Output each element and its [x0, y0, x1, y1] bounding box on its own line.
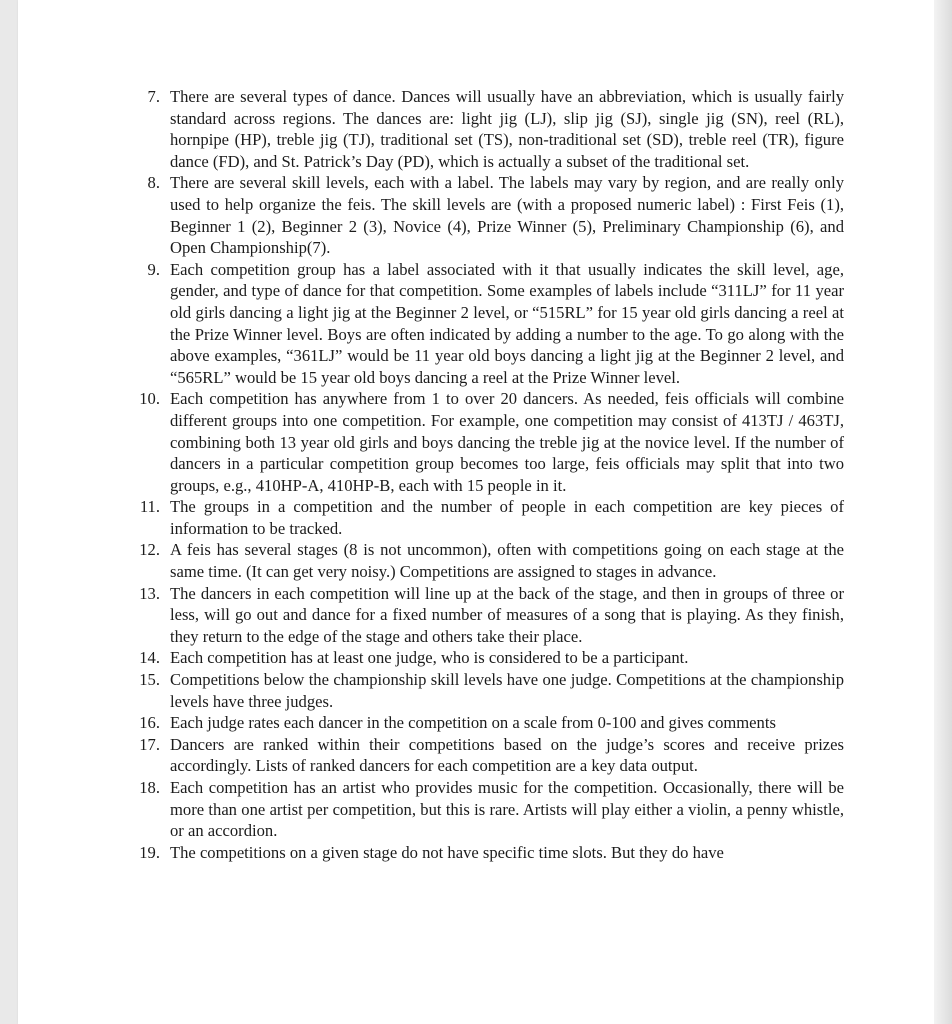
item-text: The competitions on a given stage do not have specific time slots. But they do have: [170, 842, 724, 862]
item-text: Each competition has at least one judge, who is considered to be a participant.: [170, 648, 689, 668]
list-item: [128, 712, 844, 734]
item-number: 15.: [139, 670, 160, 690]
list-item: [128, 777, 844, 842]
item-number: 11.: [139, 497, 160, 517]
item-number: 10.: [139, 389, 160, 409]
item-text: There are several types of dance. Dances will usually have an abbreviation, which is usually fairly standard across regions. The dances are: light jig (LJ), slip jig (SJ), single jig (SN), reel (RL), hornpipe (HP), treble jig (TJ), traditional set (TS), non-traditional set (SD), treble reel (TR), figure dance (FD), and St. Patrick’s Day (PD), which is actually a subset of the traditional set.: [170, 87, 844, 171]
numbered-list: [128, 86, 844, 863]
item-text: A feis has several stages (8 is not uncommon), often with competitions going on each stage at the same time. (It can get very noisy.) Competitions are assigned to stages in advance.: [170, 540, 844, 582]
list-item: [128, 172, 844, 258]
item-text: The groups in a competition and the number of people in each competition are key pieces of information to be tracked.: [170, 497, 844, 538]
item-number: 8.: [147, 173, 160, 193]
list-item: [128, 539, 844, 582]
list-item: [128, 388, 844, 496]
item-number: 9.: [147, 259, 160, 279]
list-item: [128, 496, 844, 539]
list-item: [128, 647, 844, 669]
item-text: Each judge rates each dancer in the competition on a scale from 0-100 and gives comments: [170, 713, 776, 733]
list-item: [128, 259, 844, 389]
item-number: 13.: [139, 583, 160, 603]
list-item: [128, 86, 844, 172]
item-number: 17.: [139, 734, 160, 754]
item-number: 7.: [147, 87, 160, 106]
list-item: [128, 842, 844, 864]
item-text: Competitions below the championship skill levels have one judge. Competitions at the championship levels have three judges.: [170, 670, 844, 711]
document-page: [18, 0, 934, 1024]
item-number: 14.: [139, 648, 160, 668]
page-edge-shadow: [934, 0, 952, 1024]
item-text: Each competition has an artist who provides music for the competition. Occasionally, there will be more than one artist per competition, but this is rare. Artists will play either a violin, a penny whistle, or an accordion.: [170, 778, 844, 841]
item-text: There are several skill levels, each with a label. The labels may vary by region, and are really only used to help organize the feis. The skill levels are (with a proposed numeric label) : First Feis (1), Beginner 1 (2), Beginner 2 (3), Novice (4), Prize Winner (5), Preliminary Championship (6), and Open Championship(7).: [170, 173, 844, 258]
item-text: The dancers in each competition will line up at the back of the stage, and then in groups of three or less, will go out and dance for a fixed number of measures of a song that is playing. As they finish, they return to the edge of the stage and others take their place.: [170, 583, 844, 646]
item-text: Each competition group has a label associated with it that usually indicates the skill level, age, gender, and type of dance for that competition. Some examples of labels include “311LJ” for 11 year old girls dancing a light jig at the Beginner 2 level, or “515RL” for 15 year old girls dancing a reel at the Prize Winner level. Boys are often indicated by adding a number to the age. To go along with the above examples, “361LJ” would be 11 year old boys dancing a light jig at the Beginner 2 level, and “565RL” would be 15 year old boys dancing a reel at the Prize Winner level.: [170, 259, 844, 387]
item-number: 12.: [139, 540, 160, 560]
item-text: Dancers are ranked within their competitions based on the judge’s scores and receive prizes accordingly. Lists of ranked dancers for each competition are a key data output.: [170, 734, 844, 776]
item-text: Each competition has anywhere from 1 to over 20 dancers. As needed, feis officials will combine different groups into one competition. For example, one competition may consist of 413TJ / 463TJ, combining both 13 year old girls and boys dancing the treble jig at the novice level. If the number of dancers in a particular competition group becomes too large, feis officials may split that into two groups, e.g., 410HP-A, 410HP-B, each with 15 people in it.: [170, 389, 844, 495]
item-number: 16.: [139, 713, 160, 733]
item-number: 18.: [139, 778, 160, 797]
list-item: [128, 583, 844, 648]
list-item: [128, 669, 844, 712]
list-item: [128, 734, 844, 777]
item-number: 19.: [139, 842, 160, 862]
